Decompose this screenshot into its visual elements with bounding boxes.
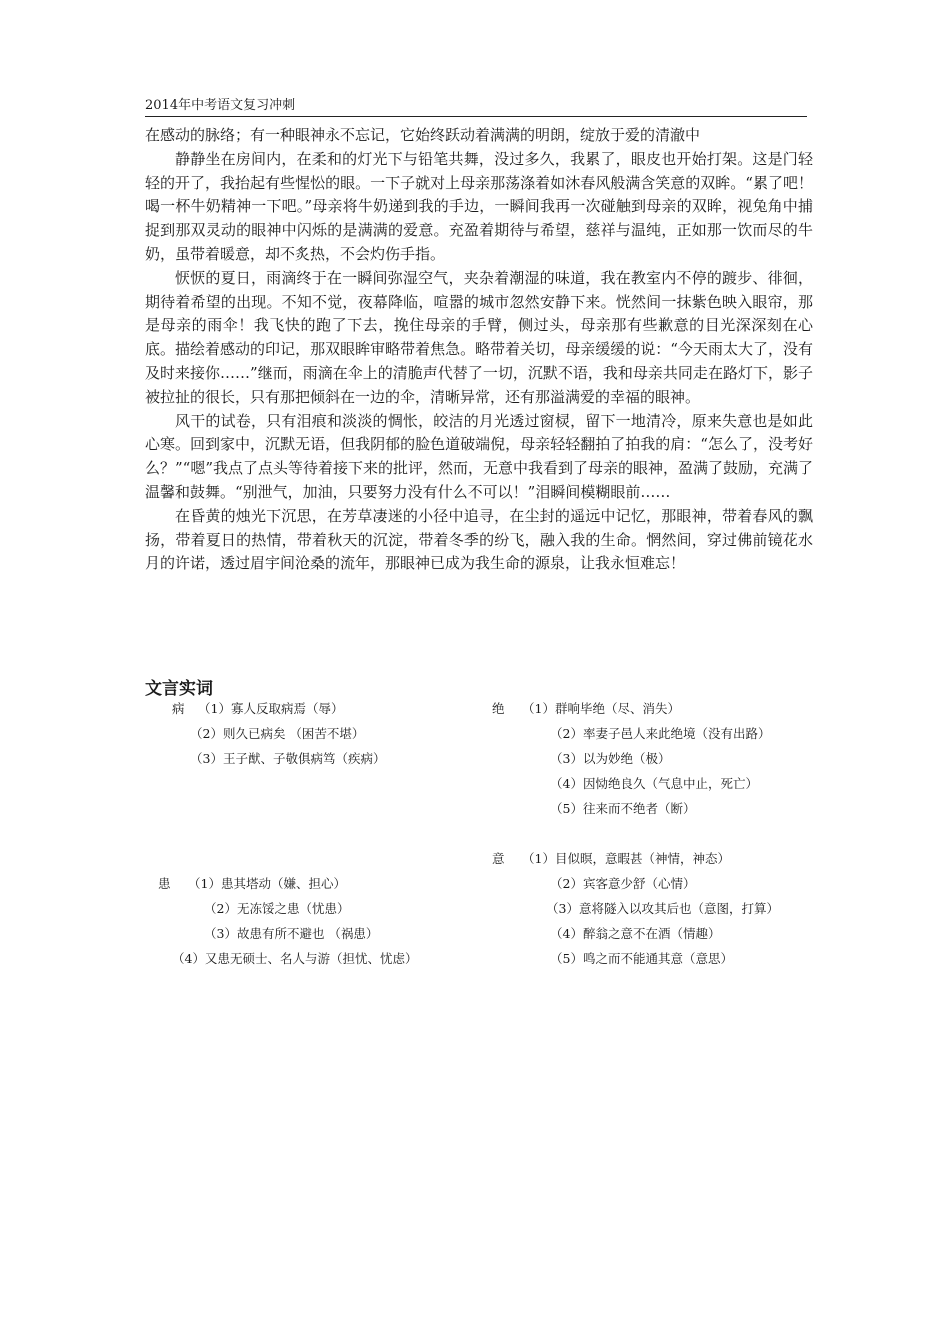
- vocab-sense: （2）无冻馁之患（忧患）: [204, 901, 350, 916]
- vocab-sense: （2）则久已病矣 （困苦不堪）: [190, 726, 365, 741]
- section-title: 文言实词: [145, 679, 213, 699]
- vocab-sense: （3）以为妙绝（极）: [550, 751, 671, 766]
- paragraph: 在感动的脉络；有一种眼神永不忘记，它始终跃动着满满的明朗，绽放于爱的清澈中: [145, 126, 701, 144]
- paragraph: 静静坐在房间内，在柔和的灯光下与铅笔共舞，没过多久，我累了，眼皮也开始打架。这是门轻轻的开了，我抬起有些惺忪的眼。一下子就对上母亲那荡涤着如沐春风般满含笑意的双眸。“累了吧！喝一杯牛奶精神一下吧。”母亲将牛奶递到我的手边，一瞬间我再一次碰触到母亲的双眸，视兔角中捕捉到那双灵动的眼神中闪烁的是满满的爱意。充盈着期待与希望，慈祥与温纯，正如那一饮而尽的牛奶，虽带着暖意，却不炙热，不会灼伤手指。: [145, 149, 813, 263]
- vocab-sense: （1）患其塔动（嫌、担心）: [188, 876, 346, 891]
- vocab-sense: （3）意将隧入以攻其后也（意图，打算）: [546, 901, 779, 916]
- vocab-head: 病: [172, 701, 185, 716]
- essay-body: [145, 124, 813, 576]
- paragraph: 风干的试卷，只有泪痕和淡淡的惆怅，皎洁的月光透过窗棂，留下一地清冷，原来失意也是如此心寒。回到家中，沉默无语，但我阴郁的脸色道破端倪，母亲轻轻翻拍了拍我的肩：“怎么了，没考好么？”“嗯”我点了点头等待着接下来的批评，然而，无意中我看到了母亲的眼神，盈满了鼓励，充满了温馨和鼓舞。“别泄气，加油，只要努力没有什么不可以！”泪瞬间模糊眼前……: [145, 411, 814, 501]
- vocab-entry-jue: [492, 696, 770, 821]
- vocab-sense: （4）醉翁之意不在酒（情趣）: [550, 926, 721, 941]
- vocab-sense: （5）鸣之而不能通其意（意思）: [550, 951, 733, 966]
- vocab-head: 绝: [492, 701, 505, 716]
- vocab-entry-yi: [492, 846, 779, 971]
- vocab-sense: （4）因恸绝良久（气息中止，死亡）: [550, 776, 758, 791]
- vocab-sense: （2）率妻子邑人来此绝境（没有出路）: [550, 726, 771, 741]
- vocab-sense: （5）往来而不绝者（断）: [550, 801, 696, 816]
- paragraph: 恹恹的夏日，雨滴终于在一瞬间弥湿空气，夹杂着潮湿的味道，我在教室内不停的踱步、徘徊，期待着希望的出现。不知不觉，夜幕降临，喧嚣的城市忽然安静下来。恍然间一抹紫色映入眼帘，那是母亲的雨伞！我飞快的跑了下去，挽住母亲的手臂，侧过头，母亲那有些歉意的目光深深刻在心底。描绘着感动的印记，那双眼眸审略带着焦急。略带着关切，母亲缓缓的说：“今天雨太大了，没有及时来接你……”继而，雨滴在伞上的清脆声代替了一切，沉默不语，我和母亲共同走在路灯下，影子被拉扯的很长，只有那把倾斜在一边的伞，清晰异常，还有那溢满爱的幸福的眼神。: [145, 268, 813, 406]
- page-header: 2014年中考语文复习冲刺: [145, 94, 807, 117]
- vocab-sense: （4）又患无硕士、名人与游（担忧、忧虑）: [172, 951, 418, 966]
- vocab-sense: （3）王子猷、子敬俱病笃（疾病）: [190, 751, 386, 766]
- vocab-head: 意: [492, 851, 505, 866]
- vocab-sense: （1）目似暝，意暇甚（神情，神态）: [522, 851, 730, 866]
- vocab-sense: （2）宾客意少舒（心情）: [550, 876, 696, 891]
- vocab-entry-bing: [172, 696, 385, 771]
- vocab-entry-huan: [158, 871, 417, 971]
- vocab-sense: （1）寡人反取病焉（辱）: [198, 701, 344, 716]
- paragraph: 在昏黄的烛光下沉思，在芳草凄迷的小径中追寻，在尘封的遥远中记忆，那眼神，带着春风的飘扬，带着夏日的热情，带着秋天的沉淀，带着冬季的纷飞，融入我的生命。惘然间，穿过佛前镜花水月的许诺，透过眉宇间沧桑的流年，那眼神已成为我生命的源泉，让我永恒难忘！: [145, 506, 813, 573]
- vocab-head: 患: [158, 876, 171, 891]
- vocab-sense: （3）故患有所不避也 （祸患）: [204, 926, 379, 941]
- vocab-sense: （1）群响毕绝（尽、消失）: [522, 701, 680, 716]
